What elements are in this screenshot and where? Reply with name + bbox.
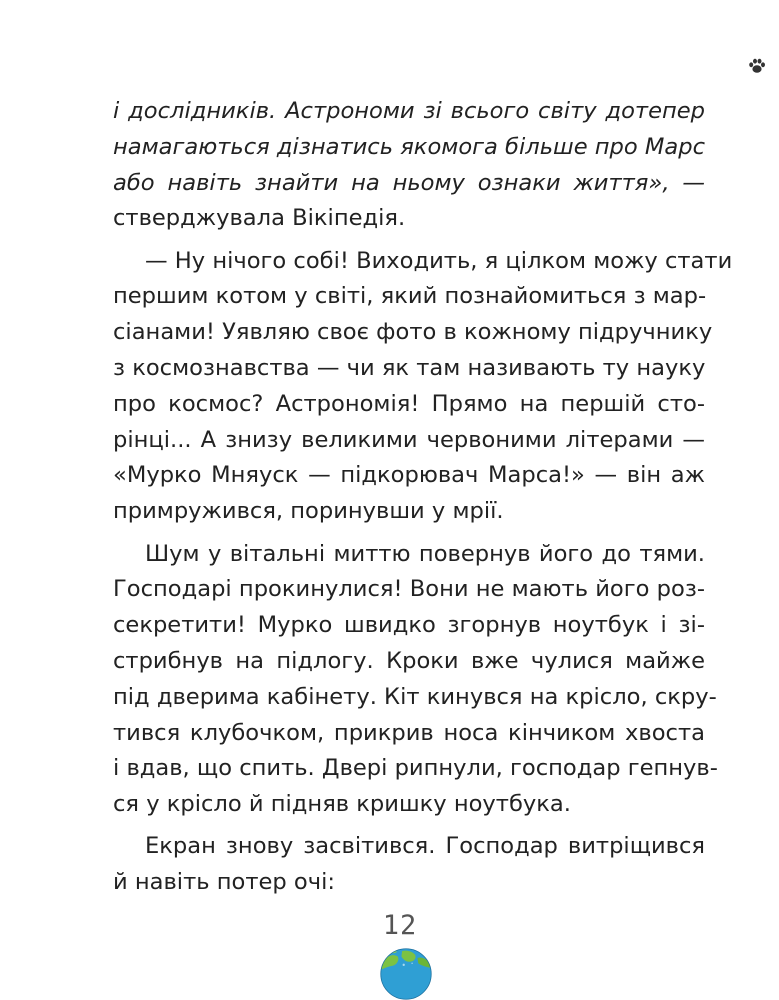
text-line: Екран знову засвітився. Господар витріщився xyxy=(145,833,705,860)
paw-print-icon xyxy=(748,58,766,74)
text-line: Господарі прокинулися! Вони не мають його роз- xyxy=(113,576,705,603)
text-line: з космознавства — чи як там називають ту науку xyxy=(113,355,706,382)
text-line: і вдав, що спить. Двері рипнули, господар гепнув- xyxy=(113,755,718,782)
text-line: першим котом у світі, який познайомиться з мар- xyxy=(113,283,707,310)
globe-icon xyxy=(338,948,474,1000)
text-line: про космос? Астрономія! Прямо на першій сто- xyxy=(113,390,705,417)
text-line: «Мурко Мняуск — підкорювач Марса!» — він аж xyxy=(113,462,705,489)
text-line: й навіть потер очі: xyxy=(113,869,335,896)
text-line: секретити! Мурко швидко згорнув ноутбук і зі- xyxy=(113,612,705,639)
page-text xyxy=(113,94,733,901)
text-line: — Ну нічого собі! Виходить, я цілком можу стати xyxy=(145,247,733,274)
text-line: примружився, поринувши у мрії. xyxy=(113,498,504,525)
paragraph xyxy=(113,537,718,823)
text-line: Шум у вітальні миттю повернув його до тями. xyxy=(145,540,705,567)
text-line: тився клубочком, прикрив носа кінчиком хвоста xyxy=(113,719,705,746)
text-line: сіанами! Уявляю своє фото в кожному підручнику xyxy=(113,319,713,346)
text-line: або навіть знайти на ньому ознаки життя», — xyxy=(113,169,705,196)
text-line: намагаються дізнатись якомога більше про Марс xyxy=(113,133,705,160)
text-line: і дослідників. Астрономи зі всього світу дотепер xyxy=(113,98,705,124)
text-line: під дверима кабінету. Кіт кинувся на крісло, скру- xyxy=(113,683,717,710)
text-line: стверджувала Вікіпедія. xyxy=(113,205,406,232)
text-line: рінці... А знизу великими червоними літерами — xyxy=(113,426,705,453)
paragraph xyxy=(113,244,733,530)
paragraph xyxy=(113,829,705,901)
paragraph xyxy=(113,94,705,237)
text-line: ся у крісло й підняв кришку ноутбука. xyxy=(113,791,571,818)
text-line: стрибнув на підлогу. Кроки вже чулися майже xyxy=(113,647,705,674)
page-number: 12 xyxy=(382,910,418,941)
